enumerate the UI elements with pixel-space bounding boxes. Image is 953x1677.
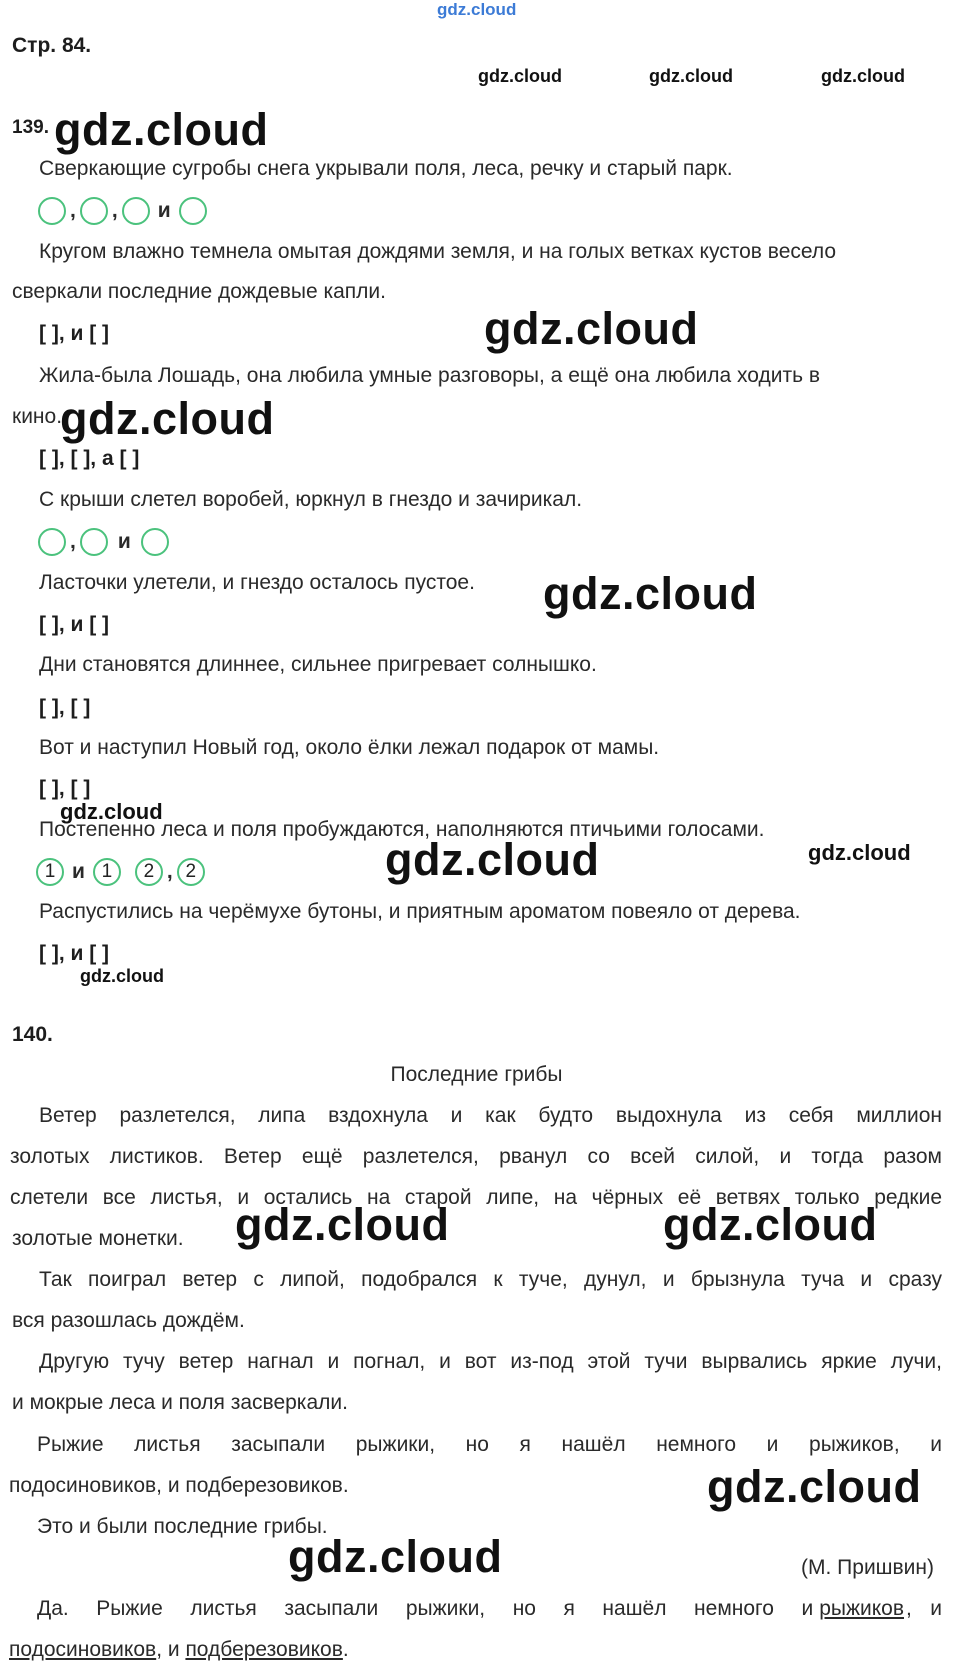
circle-mark <box>122 197 150 225</box>
paragraph-5: Это и были последние грибы. <box>37 1515 328 1538</box>
scheme-3: [ ], [ ], а [ ] <box>39 447 140 470</box>
answer-line-1 <box>37 1597 942 1621</box>
underlined-word: подосиновиков <box>9 1638 157 1661</box>
watermark: gdz.cloud <box>707 1461 922 1512</box>
circle-mark <box>179 197 207 225</box>
sentence-2-line-1 <box>39 240 942 264</box>
watermark: gdz.cloud <box>235 1199 450 1250</box>
scheme-8 <box>36 858 205 886</box>
scheme-2: [ ], и [ ] <box>39 322 110 345</box>
circle-mark <box>38 528 66 556</box>
sentence-6: Дни становятся длиннее, сильнее пригревает солнышко. <box>39 653 597 676</box>
sentence-9: Распустились на черёмухе бутоны, и приятным ароматом повеяло от дерева. <box>39 900 801 923</box>
circle-number: 2 <box>135 858 163 886</box>
watermark: gdz.cloud <box>385 834 600 885</box>
paragraph-3-line-1 <box>39 1350 942 1374</box>
circle-number: 1 <box>36 858 64 886</box>
scheme-6: [ ], [ ] <box>39 696 91 719</box>
circle-number: 1 <box>93 858 121 886</box>
watermark: gdz.cloud <box>60 799 163 824</box>
answer-text: , и <box>906 1597 942 1620</box>
page-label: Стр. 84. <box>12 34 92 57</box>
comma: , <box>70 530 76 553</box>
watermark: gdz.cloud <box>478 66 562 86</box>
paragraph-4-line-1 <box>37 1433 942 1457</box>
sentence-2-text: Кругом влажно темнела омытая дождями земля, и на голых ветках кустов весело <box>39 240 837 263</box>
circle-mark <box>80 528 108 556</box>
watermark: gdz.cloud <box>808 840 911 865</box>
line-text: Рыжие листья засыпали рыжики, но я нашёл немного и рыжиков, и <box>37 1433 942 1456</box>
answer-line-2 <box>9 1638 349 1662</box>
sentence-2-line-2: сверкали последние дождевые капли. <box>12 280 387 303</box>
answer-text: , и <box>156 1638 180 1661</box>
watermark: gdz.cloud <box>543 568 758 619</box>
circle-mark <box>38 197 66 225</box>
exercise-number-139: 139. <box>12 117 49 138</box>
watermark: gdz.cloud <box>663 1199 878 1250</box>
watermark: gdz.cloud <box>821 66 905 86</box>
watermark: gdz.cloud <box>60 393 275 444</box>
conjunction: и <box>157 199 171 222</box>
paragraph-2-line-1 <box>39 1268 942 1292</box>
underlined-word: рыжиков <box>819 1597 904 1620</box>
paragraph-3-line-2: и мокрые леса и поля засверкали. <box>12 1391 348 1414</box>
sentence-8: Постепенно леса и поля пробуждаются, наполняются птичьими голосами. <box>39 818 765 841</box>
underlined-word: подберезовиков <box>185 1638 343 1661</box>
watermark: gdz.cloud <box>288 1531 503 1582</box>
watermark: gdz.cloud <box>484 303 699 354</box>
scheme-1 <box>38 197 207 225</box>
sentence-5: Ласточки улетели, и гнездо осталось пустое. <box>39 571 475 594</box>
answer-text: . <box>342 1638 349 1661</box>
watermark: gdz.cloud <box>649 66 733 86</box>
paragraph-2-line-2: вся разошлась дождём. <box>12 1309 245 1332</box>
scheme-9: [ ], и [ ] <box>39 942 110 965</box>
circle-mark <box>141 528 169 556</box>
text-title: Последние грибы <box>390 1063 563 1086</box>
author: (М. Пришвин) <box>801 1556 934 1579</box>
exercise-number-140: 140. <box>12 1023 53 1046</box>
line-text: слетели все листья, и остались на старой липе, на чёрных её ветвях только редкие <box>10 1186 942 1209</box>
sentence-3-line-1: Жила-была Лошадь, она любила умные разговоры, а ещё она любила ходить в <box>39 364 820 387</box>
paragraph-1-line-1 <box>39 1104 942 1128</box>
comma: , <box>70 199 76 222</box>
sentence-7: Вот и наступил Новый год, около ёлки лежал подарок от мамы. <box>39 736 660 759</box>
line-text: Ветер разлетелся, липа вздохнула и как будто выдохнула из себя миллион <box>39 1104 942 1127</box>
line-text: Другую тучу ветер нагнал и погнал, и вот из-под этой тучи вырвались яркие лучи, <box>39 1350 942 1373</box>
conjunction: и <box>72 860 85 883</box>
scheme-7: [ ], [ ] <box>39 777 91 800</box>
sentence-1: Сверкающие сугробы снега укрывали поля, леса, речку и старый парк. <box>39 157 733 180</box>
watermark: gdz.cloud <box>80 966 164 986</box>
sentence-3-line-2: кино. <box>12 405 63 428</box>
watermark-top: gdz.cloud <box>437 0 517 19</box>
scheme-5: [ ], и [ ] <box>39 613 110 636</box>
conjunction: и <box>117 530 131 553</box>
scheme-4 <box>38 528 169 556</box>
comma: , <box>166 860 173 883</box>
line-text: золотых листиков. Ветер ещё разлетелся, рванул со всей силой, и тогда разом <box>10 1145 942 1168</box>
paragraph-1-line-2 <box>10 1145 942 1169</box>
sentence-4: С крыши слетел воробей, юркнул в гнездо и зачирикал. <box>39 488 583 511</box>
paragraph-4-line-2: подосиновиков, и подберезовиков. <box>9 1474 349 1497</box>
paragraph-1-line-4: золотые монетки. <box>12 1227 184 1250</box>
answer-text: Да. Рыжие листья засыпали рыжики, но я нашёл немного и <box>37 1597 814 1620</box>
circle-number: 2 <box>177 858 205 886</box>
watermark: gdz.cloud <box>54 104 269 155</box>
comma: , <box>111 199 118 222</box>
circle-mark <box>80 197 108 225</box>
line-text: Так поиграл ветер с липой, подобрался к туче, дунул, и брызнула туча и сразу <box>39 1268 942 1291</box>
